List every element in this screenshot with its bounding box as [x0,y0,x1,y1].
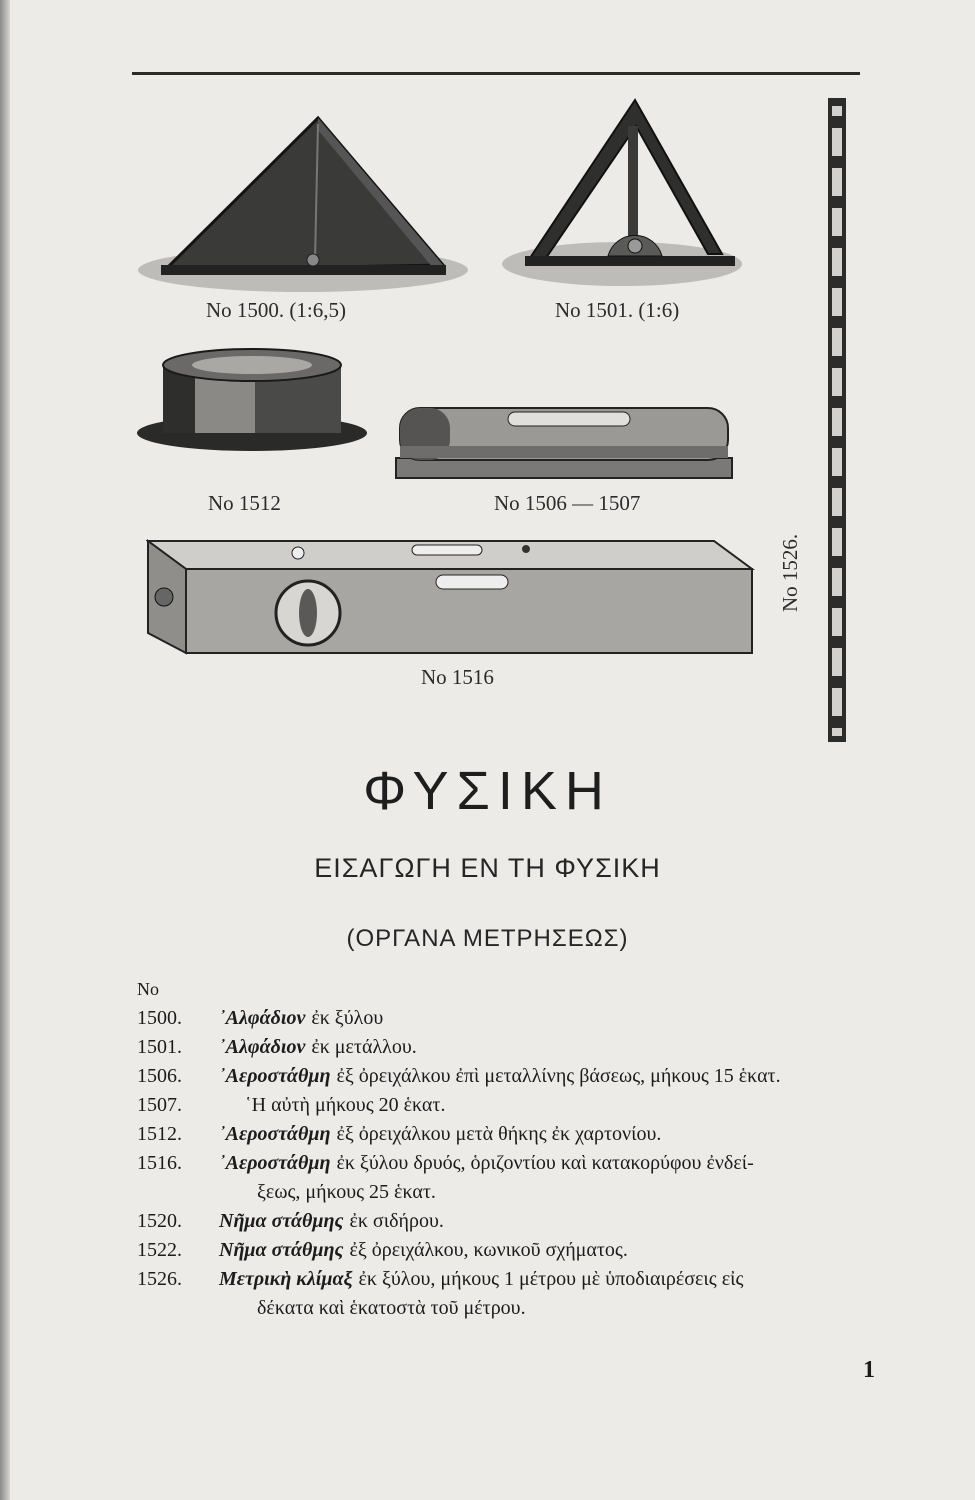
item-number: 1500. [137,1007,182,1029]
figure-1501-triangle-frame [500,96,745,292]
list-item [137,1236,897,1265]
item-term: Νῆμα στάθμης [219,1239,344,1261]
item-number: 1522. [137,1239,182,1261]
item-number: 1506. [137,1065,182,1087]
item-text: ἐξ ὀρειχάλκου ἐπὶ μεταλλίνης βάσεως, μήκους 15 ἑκατ. [336,1065,781,1087]
page-number: 1 [863,1357,875,1383]
list-item [137,1004,897,1033]
figure-1512-circular-level [135,345,370,455]
list-item [137,1149,897,1178]
figure-1526-measuring-rod [824,96,850,746]
caption-1506-1507: No 1506 — 1507 [494,491,641,515]
item-text-continuation: δέκατα καὶ ἑκατοστὰ τοῦ μέτρου. [257,1297,526,1319]
item-number: 1507. [137,1094,182,1116]
catalog-list [137,1004,897,1323]
item-text: ἐξ ὀρειχάλκου μετὰ θήκης ἐκ χαρτονίου. [336,1123,662,1145]
number-column-header: No [137,979,159,999]
item-term: Μετρικὴ κλίμαξ [219,1268,353,1290]
list-item-continuation [137,1294,897,1323]
item-text: ἐκ μετάλλου. [311,1036,417,1058]
item-number: 1512. [137,1123,182,1145]
section-subtitle: ΕΙΣΑΓΩΓΗ ΕΝ ΤΗ ΦΥΣΙΚΗ [314,853,661,883]
item-number: 1520. [137,1210,182,1232]
figure-1506-cylinder-level [392,404,736,484]
item-term: ᾿Αλφάδιον [219,1007,306,1029]
item-text: ἐκ ξύλου, μήκους 1 μέτρου μὲ ὑποδιαιρέσεις εἰς [358,1268,744,1290]
item-text: ῾Η αὐτὴ μήκους 20 ἑκατ. [245,1094,446,1116]
list-item [137,1207,897,1236]
item-term: ᾿Αλφάδιον [219,1036,306,1058]
list-item-continuation [137,1178,897,1207]
caption-1516: No 1516 [421,665,494,689]
list-item [137,1265,897,1294]
item-number: 1526. [137,1268,182,1290]
caption-1526: No 1526. [778,533,802,612]
item-number: 1516. [137,1152,182,1174]
item-term: ᾿Αεροστάθμη [219,1123,331,1145]
figure-1516-box-level [146,535,756,655]
list-item [137,1091,897,1120]
item-term: Νῆμα στάθμης [219,1210,344,1232]
top-rule [132,72,860,75]
list-item [137,1120,897,1149]
item-text-continuation: ξεως, μήκους 25 ἑκατ. [257,1181,436,1203]
list-item [137,1033,897,1062]
item-number: 1501. [137,1036,182,1058]
page-title: ΦΥΣΙΚΗ [363,761,612,821]
caption-1512: No 1512 [208,491,281,515]
item-text: ἐκ ξύλου δρυός, ὁριζοντίου καὶ κατακορύφου ἐνδεί- [336,1152,754,1174]
item-term: ᾿Αεροστάθμη [219,1152,331,1174]
caption-1501: No 1501. (1:6) [555,298,680,322]
page-edge-shadow [0,0,10,1500]
item-text: ἐξ ὀρειχάλκου, κωνικοῦ σχήματος. [349,1239,628,1261]
caption-1500: No 1500. (1:6,5) [206,298,346,322]
figure-1500-triangle-level [135,110,470,300]
item-text: ἐκ ξύλου [311,1007,384,1029]
section-subheading: (ΟΡΓΑΝΑ ΜΕΤΡΗΣΕΩΣ) [346,925,629,952]
list-item [137,1062,897,1091]
item-term: ᾿Αεροστάθμη [219,1065,331,1087]
item-text: ἐκ σιδήρου. [349,1210,444,1232]
